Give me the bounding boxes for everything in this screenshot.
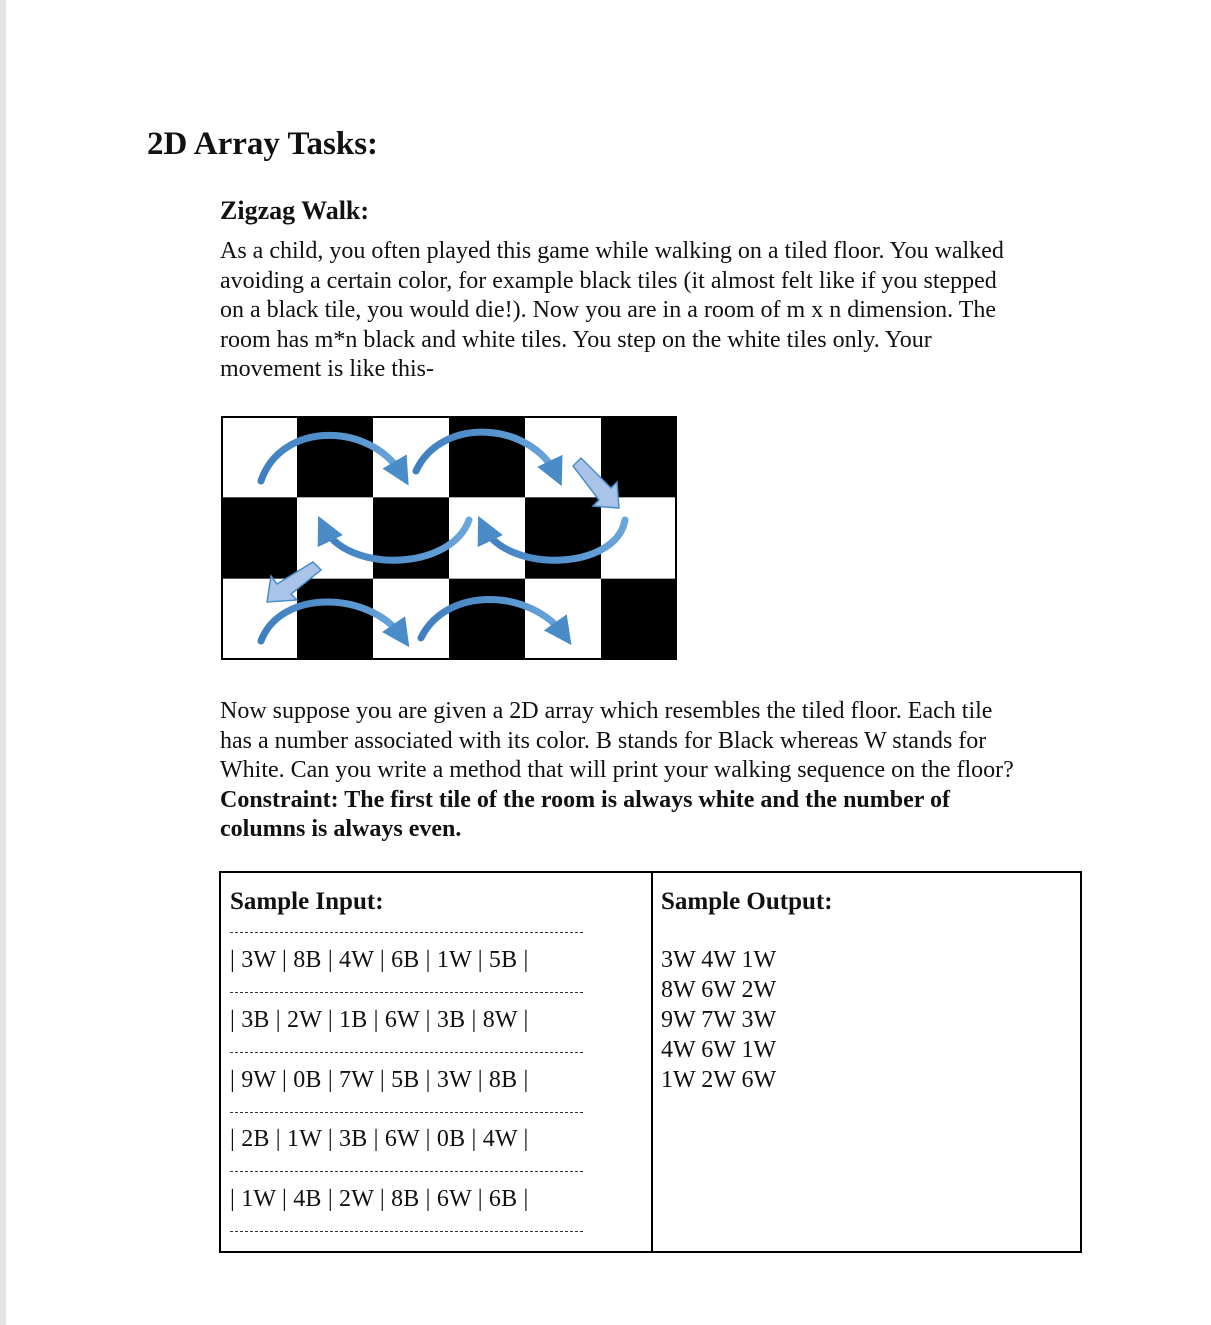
- description-paragraph: [220, 697, 1100, 845]
- table-divider: [651, 873, 653, 1251]
- page-heading: 2D Array Tasks:: [147, 126, 379, 162]
- black-tile: [449, 416, 526, 498]
- dashed-separator: [230, 932, 583, 933]
- output-line: 9W 7W 3W: [661, 1007, 777, 1033]
- dashed-separator: [230, 1231, 583, 1232]
- black-tile: [601, 579, 677, 660]
- sample-input-title: Sample Input:: [230, 888, 384, 915]
- description-line: Now suppose you are given a 2D array which resembles the tiled floor. Each tile: [220, 698, 993, 724]
- output-line: 1W 2W 6W: [661, 1067, 777, 1093]
- task-title: Zigzag Walk:: [220, 196, 370, 225]
- black-tile: [525, 497, 602, 579]
- output-line: 4W 6W 1W: [661, 1037, 777, 1063]
- dashed-separator: [230, 1052, 583, 1053]
- dashed-separator: [230, 1112, 583, 1113]
- constraint-line: Constraint: The first tile of the room is always white and the number of: [220, 786, 950, 813]
- zigzag-floor-diagram: [221, 416, 677, 660]
- sample-table: [219, 871, 1082, 1253]
- input-row: | 3B | 2W | 1B | 6W | 3B | 8W |: [230, 1007, 529, 1033]
- input-row: | 9W | 0B | 7W | 5B | 3W | 8B |: [230, 1067, 529, 1093]
- output-line: 8W 6W 2W: [661, 977, 777, 1003]
- intro-line: As a child, you often played this game while walking on a tiled floor. You walked: [220, 238, 1004, 264]
- black-tile: [297, 579, 374, 660]
- sample-output-title: Sample Output:: [661, 888, 833, 915]
- page-edge-rule: [0, 0, 6, 1325]
- intro-line: movement is like this-: [220, 356, 434, 383]
- description-line: has a number associated with its color. B stands for Black whereas W stands for: [220, 727, 987, 754]
- input-row: | 1W | 4B | 2W | 8B | 6W | 6B |: [230, 1186, 529, 1212]
- black-tile: [221, 497, 298, 579]
- white-tile: [221, 416, 298, 498]
- dashed-separator: [230, 992, 583, 993]
- black-tile: [373, 497, 450, 579]
- intro-line: avoiding a certain color, for example black tiles (it almost felt like if you stepped: [220, 267, 997, 294]
- input-row: | 2B | 1W | 3B | 6W | 0B | 4W |: [230, 1126, 529, 1152]
- sample-input-column: [230, 873, 630, 1251]
- intro-paragraph: [220, 237, 1100, 385]
- black-tile: [449, 579, 526, 660]
- description-line: White. Can you write a method that will print your walking sequence on the floor?: [220, 757, 1014, 784]
- constraint-line: columns is always even.: [220, 816, 462, 843]
- intro-line: on a black tile, you would die!). Now you are in a room of m x n dimension. The: [220, 297, 997, 324]
- input-row: | 3W | 8B | 4W | 6B | 1W | 5B |: [230, 947, 529, 973]
- black-tile: [297, 416, 374, 498]
- intro-line: room has m*n black and white tiles. You step on the white tiles only. Your: [220, 326, 932, 353]
- white-tile: [525, 579, 602, 660]
- output-line: 3W 4W 1W: [661, 947, 777, 973]
- dashed-separator: [230, 1171, 583, 1172]
- sample-output-column: [661, 873, 1061, 1251]
